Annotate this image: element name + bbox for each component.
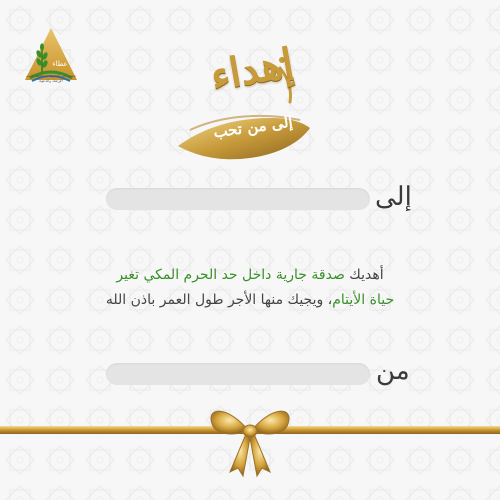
card-subtitle: إلى من تحب — [212, 112, 294, 142]
recipient-field[interactable] — [106, 188, 370, 210]
charity-logo — [22, 26, 80, 110]
dedication-message — [60, 263, 440, 313]
card-title: إهداء — [206, 39, 298, 100]
logo-caption — [18, 74, 84, 84]
message-text: أهديك — [344, 267, 384, 283]
message-line-2 — [60, 288, 440, 313]
logo-caption-line: الإرشاد والدعوة — [39, 79, 63, 83]
message-highlight: صدقة جارية داخل حد الحرم المكي تغير — [116, 267, 345, 283]
gold-ribbon-bow-icon — [211, 411, 289, 476]
message-line-1 — [60, 263, 440, 288]
message-text: ، ويجيك منها الأجر طول العمر باذن الله — [105, 292, 333, 308]
gold-ribbon — [0, 400, 500, 490]
svg-text:عطاء: عطاء — [52, 60, 68, 68]
recipient-label: إلى — [375, 182, 412, 212]
sender-field[interactable] — [106, 363, 370, 385]
message-highlight: حياة الأيتام — [332, 292, 395, 308]
sender-label: من — [376, 356, 410, 386]
logo-caption-line: جمعية البر الخيرية بمحافظة الليث — [25, 74, 77, 78]
wheat-pyramid-logo-icon — [22, 26, 80, 98]
